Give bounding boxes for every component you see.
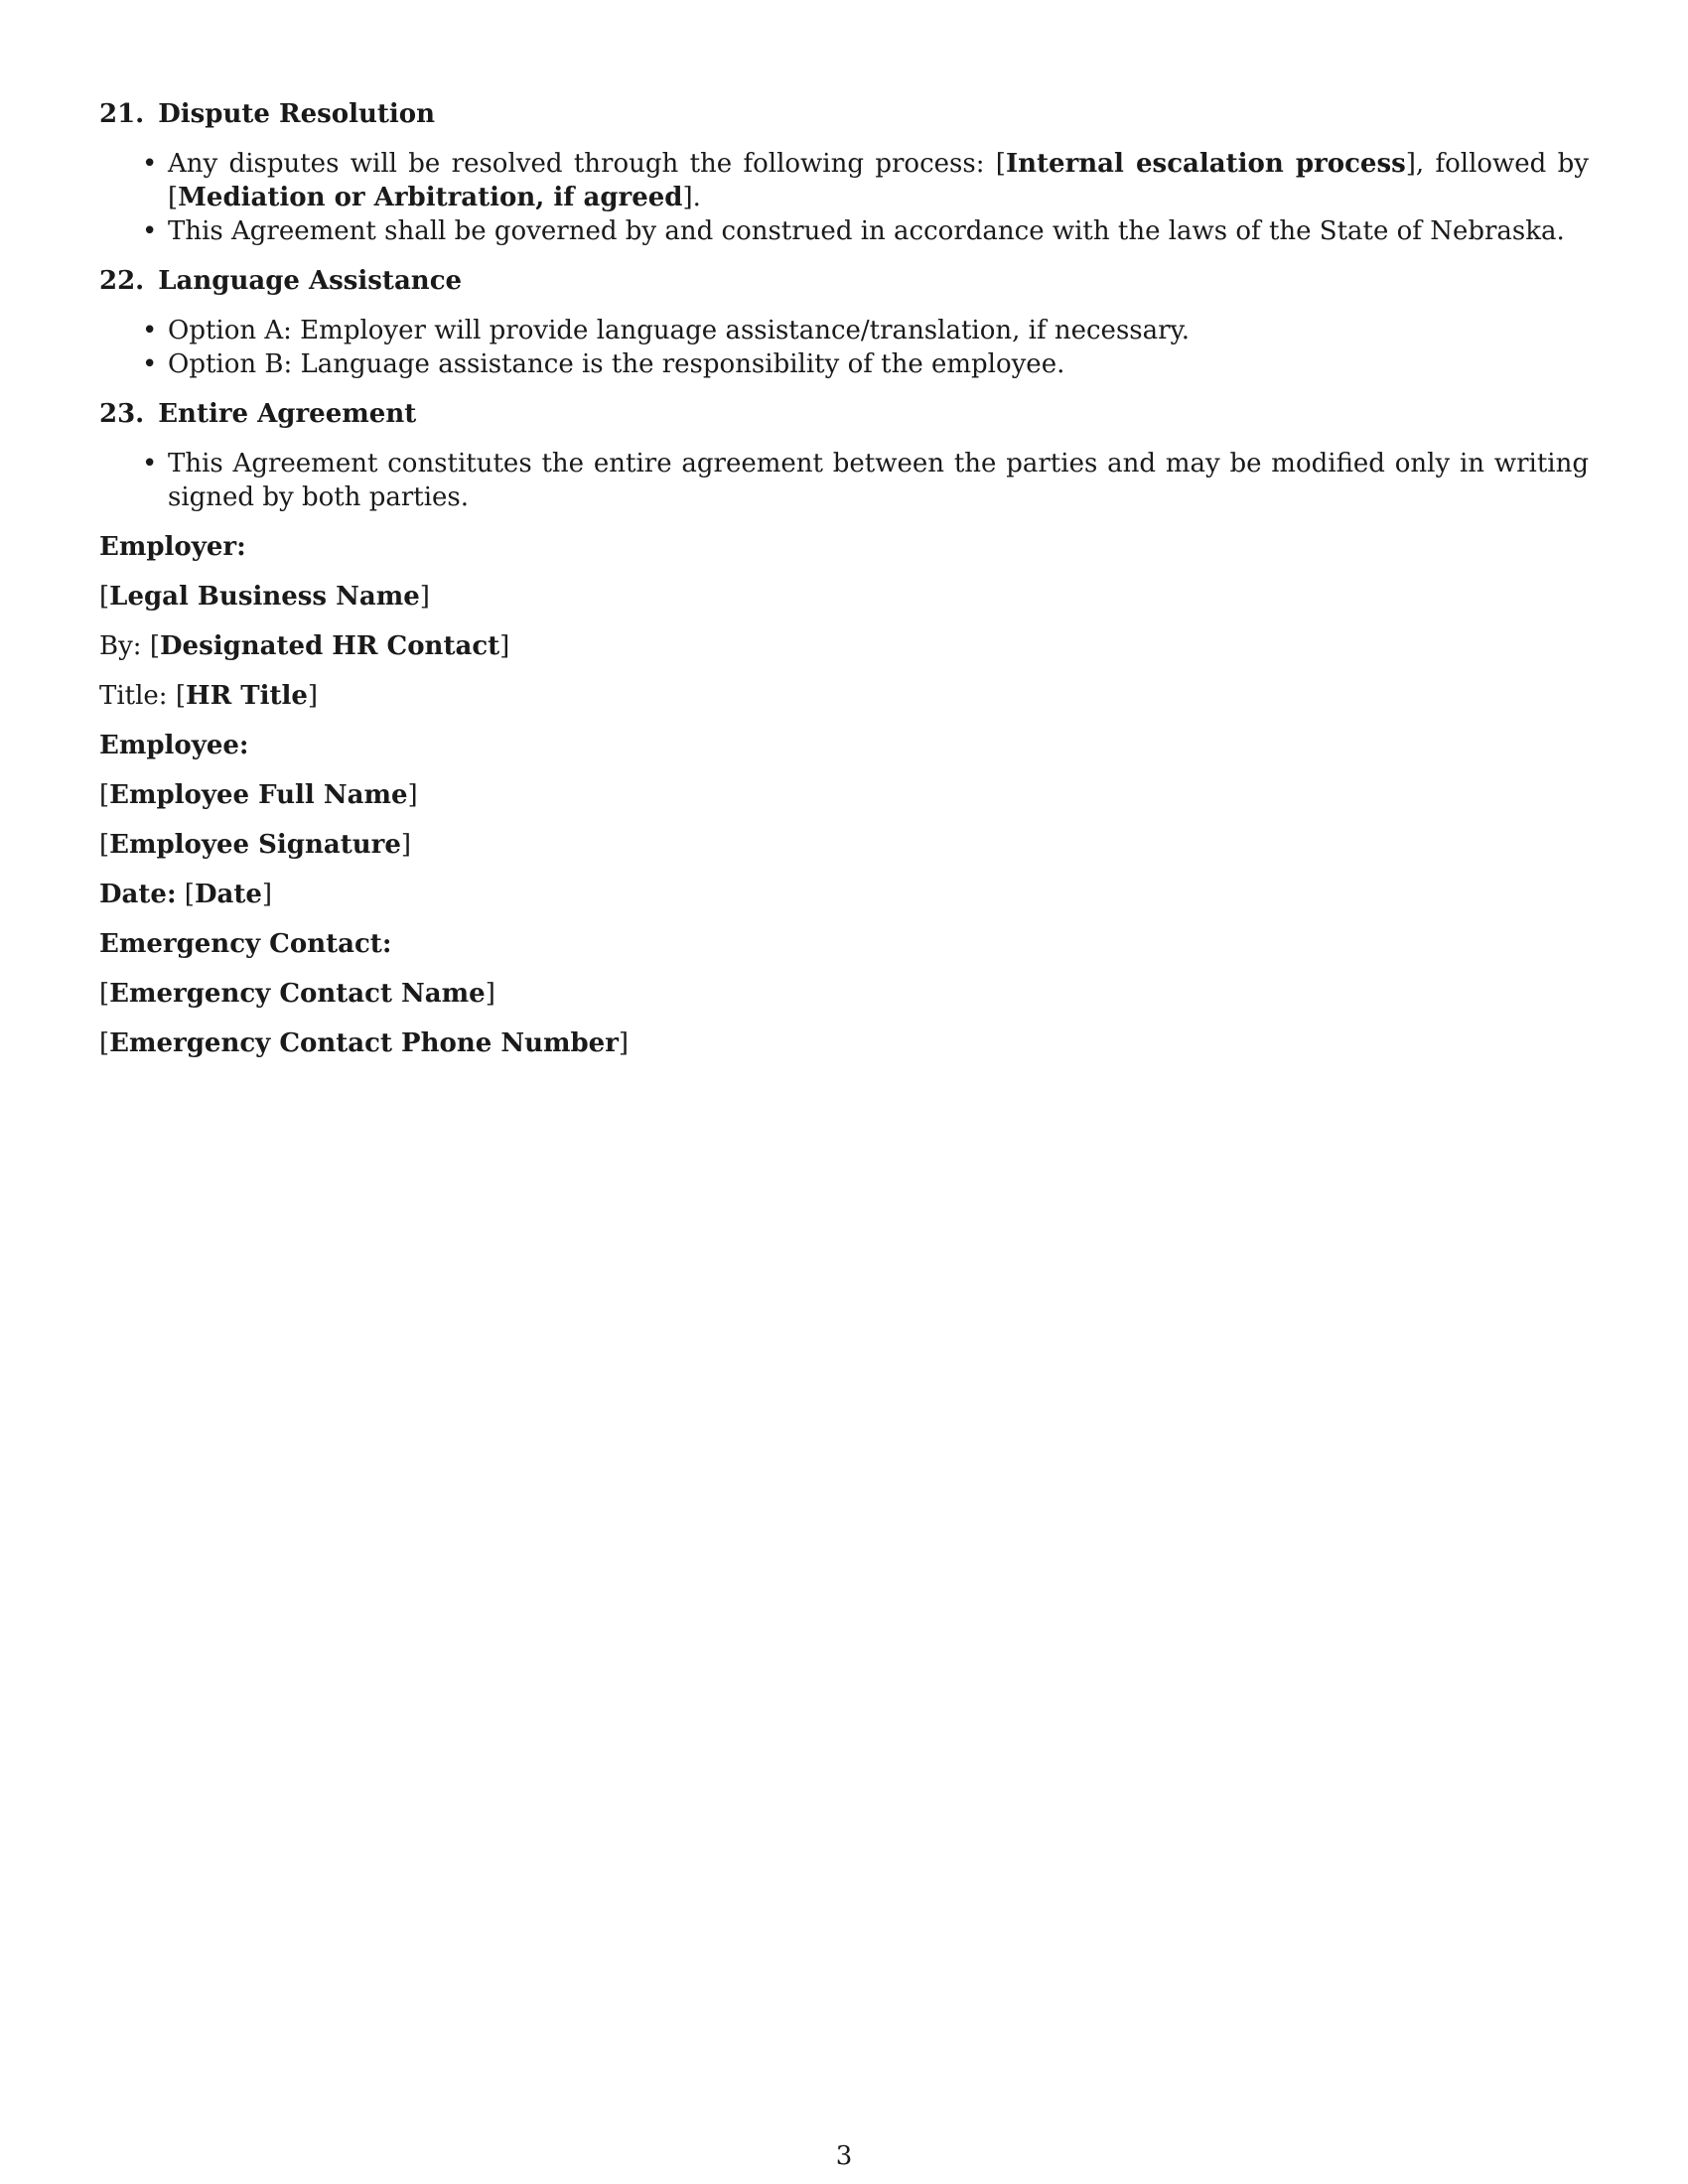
section-list-language-assistance bbox=[99, 314, 1589, 381]
list-item bbox=[168, 447, 1589, 514]
item-text: Option A: Employer will provide language assistance/translation, if necessary. bbox=[168, 316, 1191, 345]
list-item bbox=[168, 147, 1589, 214]
section-number: 21. bbox=[99, 99, 145, 129]
section-title: Dispute Resolution bbox=[158, 99, 436, 129]
section-list-dispute-resolution bbox=[99, 147, 1589, 248]
item-text: Option B: Language assistance is the responsibility of the employee. bbox=[168, 349, 1065, 379]
placeholder-mediation-arbitration: Mediation or Arbitration, if agreed bbox=[178, 183, 683, 212]
by-label: By: bbox=[99, 631, 142, 661]
document-page bbox=[99, 97, 1589, 1076]
item-text: This Agreement shall be governed by and construed in accordance with the laws of the State of Nebraska. bbox=[168, 216, 1565, 246]
employee-label: Employee: bbox=[99, 731, 249, 760]
section-number: 23. bbox=[99, 399, 145, 429]
legal-business-name-line: [Legal Business Name] bbox=[99, 582, 430, 612]
item-text: ]. bbox=[682, 183, 701, 212]
item-text: Any disputes will be resolved through the following process: [ bbox=[168, 149, 1006, 179]
list-item bbox=[168, 214, 1589, 248]
item-text: ], followed by [ bbox=[168, 149, 1589, 212]
employer-label: Employer: bbox=[99, 532, 246, 562]
emergency-contact-phone-line: [Emergency Contact Phone Number] bbox=[99, 1028, 630, 1058]
date-label: Date: bbox=[99, 880, 177, 909]
legal-business-name: Legal Business Name bbox=[109, 582, 420, 612]
date-line: Date: [Date] bbox=[99, 880, 273, 909]
emergency-contact-name-line: [Emergency Contact Name] bbox=[99, 979, 495, 1009]
section-title: Language Assistance bbox=[158, 266, 463, 296]
date-value: Date bbox=[194, 880, 262, 909]
title-line: Title: [HR Title] bbox=[99, 681, 319, 711]
emergency-contact-phone: Emergency Contact Phone Number bbox=[109, 1028, 619, 1058]
placeholder-internal-escalation: Internal escalation process bbox=[1005, 149, 1406, 179]
by-line: By: [Designated HR Contact] bbox=[99, 631, 510, 661]
list-item bbox=[168, 314, 1589, 347]
designated-hr-contact: Designated HR Contact bbox=[159, 631, 500, 661]
item-text: This Agreement constitutes the entire agreement between the parties and may be modified only in writing signed by both parties. bbox=[168, 449, 1589, 512]
employee-signature: Employee Signature bbox=[109, 830, 401, 860]
section-heading-dispute-resolution bbox=[99, 97, 1589, 131]
section-number: 22. bbox=[99, 266, 145, 296]
employee-signature-line: [Employee Signature] bbox=[99, 830, 412, 860]
section-list-entire-agreement bbox=[99, 447, 1589, 514]
title-label: Title: bbox=[99, 681, 168, 711]
emergency-contact-name: Emergency Contact Name bbox=[109, 979, 486, 1009]
employee-full-name-line: [Employee Full Name] bbox=[99, 780, 418, 810]
hr-title: HR Title bbox=[186, 681, 308, 711]
emergency-contact-label: Emergency Contact: bbox=[99, 929, 392, 959]
list-item bbox=[168, 347, 1589, 381]
employee-full-name: Employee Full Name bbox=[109, 780, 408, 810]
section-heading-language-assistance bbox=[99, 264, 1589, 298]
page-number: 3 bbox=[835, 2141, 853, 2171]
section-heading-entire-agreement bbox=[99, 397, 1589, 431]
section-title: Entire Agreement bbox=[158, 399, 417, 429]
